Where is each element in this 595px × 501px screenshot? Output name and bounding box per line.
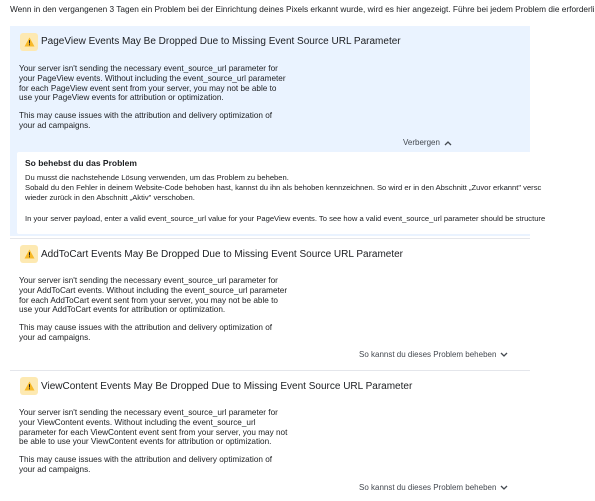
issue-card-addtocart	[10, 238, 530, 365]
issue-title: AddToCart Events May Be Dropped Due to Missing Event Source URL Parameter	[41, 249, 404, 260]
chevron-down-icon	[500, 485, 508, 491]
issue-card-pageview	[10, 26, 546, 236]
solution-title: So behebst du das Problem	[25, 158, 137, 168]
chevron-up-icon	[444, 140, 452, 146]
issue-card-viewcontent	[10, 370, 530, 501]
toggle-label: Verbergen	[403, 138, 440, 147]
issue-description: Your server isn't sending the necessary event_source_url parameter for your AddToCart events. Without including the event_source_url parameter for each AddToCart event sent from your server, you may not be able to use your AddToCart events for attribution or optimization.	[19, 276, 288, 315]
hide-solution-toggle[interactable]	[403, 138, 452, 147]
issue-impact: This may cause issues with the attribution and delivery optimization of your ad campaigns.	[19, 455, 273, 474]
warning-icon	[20, 245, 38, 263]
issue-impact: This may cause issues with the attribution and delivery optimization of your ad campaigns.	[19, 323, 273, 342]
warning-icon	[20, 377, 38, 395]
solution-text: wieder zurück in den Abschnitt „Aktiv" verschoben.	[25, 193, 195, 202]
issue-description: Your server isn't sending the necessary event_source_url parameter for your PageView events. Without including the event_source_url parameter for each PageView event sent from your server, you may not be able to use your PageView events for attribution or optimization.	[19, 64, 286, 103]
issue-title: ViewContent Events May Be Dropped Due to Missing Event Source URL Parameter	[41, 381, 413, 392]
solution-instructions: In your server payload, enter a valid event_source_url value for your PageView events. To see how a valid event_source_url parameter should be structure	[25, 214, 546, 223]
solution-panel	[17, 152, 546, 234]
warning-icon	[20, 33, 38, 51]
issue-description: Your server isn't sending the necessary event_source_url parameter for your ViewContent events. Without including the event_source_url parameter for each ViewContent event sent from your server, you may not be able to use your ViewContent events for attribution or optimization.	[19, 408, 288, 447]
solution-text: Du musst die nachstehende Lösung verwenden, um das Problem zu beheben.	[25, 173, 289, 182]
toggle-label: So kannst du dieses Problem beheben	[359, 350, 497, 359]
show-solution-toggle[interactable]	[359, 483, 508, 492]
toggle-label: So kannst du dieses Problem beheben	[359, 483, 497, 492]
show-solution-toggle[interactable]	[359, 350, 508, 359]
issue-title: PageView Events May Be Dropped Due to Missing Event Source URL Parameter	[41, 36, 401, 47]
chevron-down-icon	[500, 352, 508, 358]
intro-text: Wenn in den vergangenen 3 Tagen ein Problem bei der Einrichtung deines Pixels erkannt wurde, wird es hier angezeigt. Führe bei jedem Problem die erforderli	[10, 4, 595, 14]
solution-text: Sobald du den Fehler in deinem Website-Code behoben hast, kannst du ihn als behoben kennzeichnen. So wird er in den Abschnitt „Zuvor erkannt" versc	[25, 183, 542, 192]
issue-impact: This may cause issues with the attribution and delivery optimization of your ad campaigns.	[19, 111, 273, 130]
